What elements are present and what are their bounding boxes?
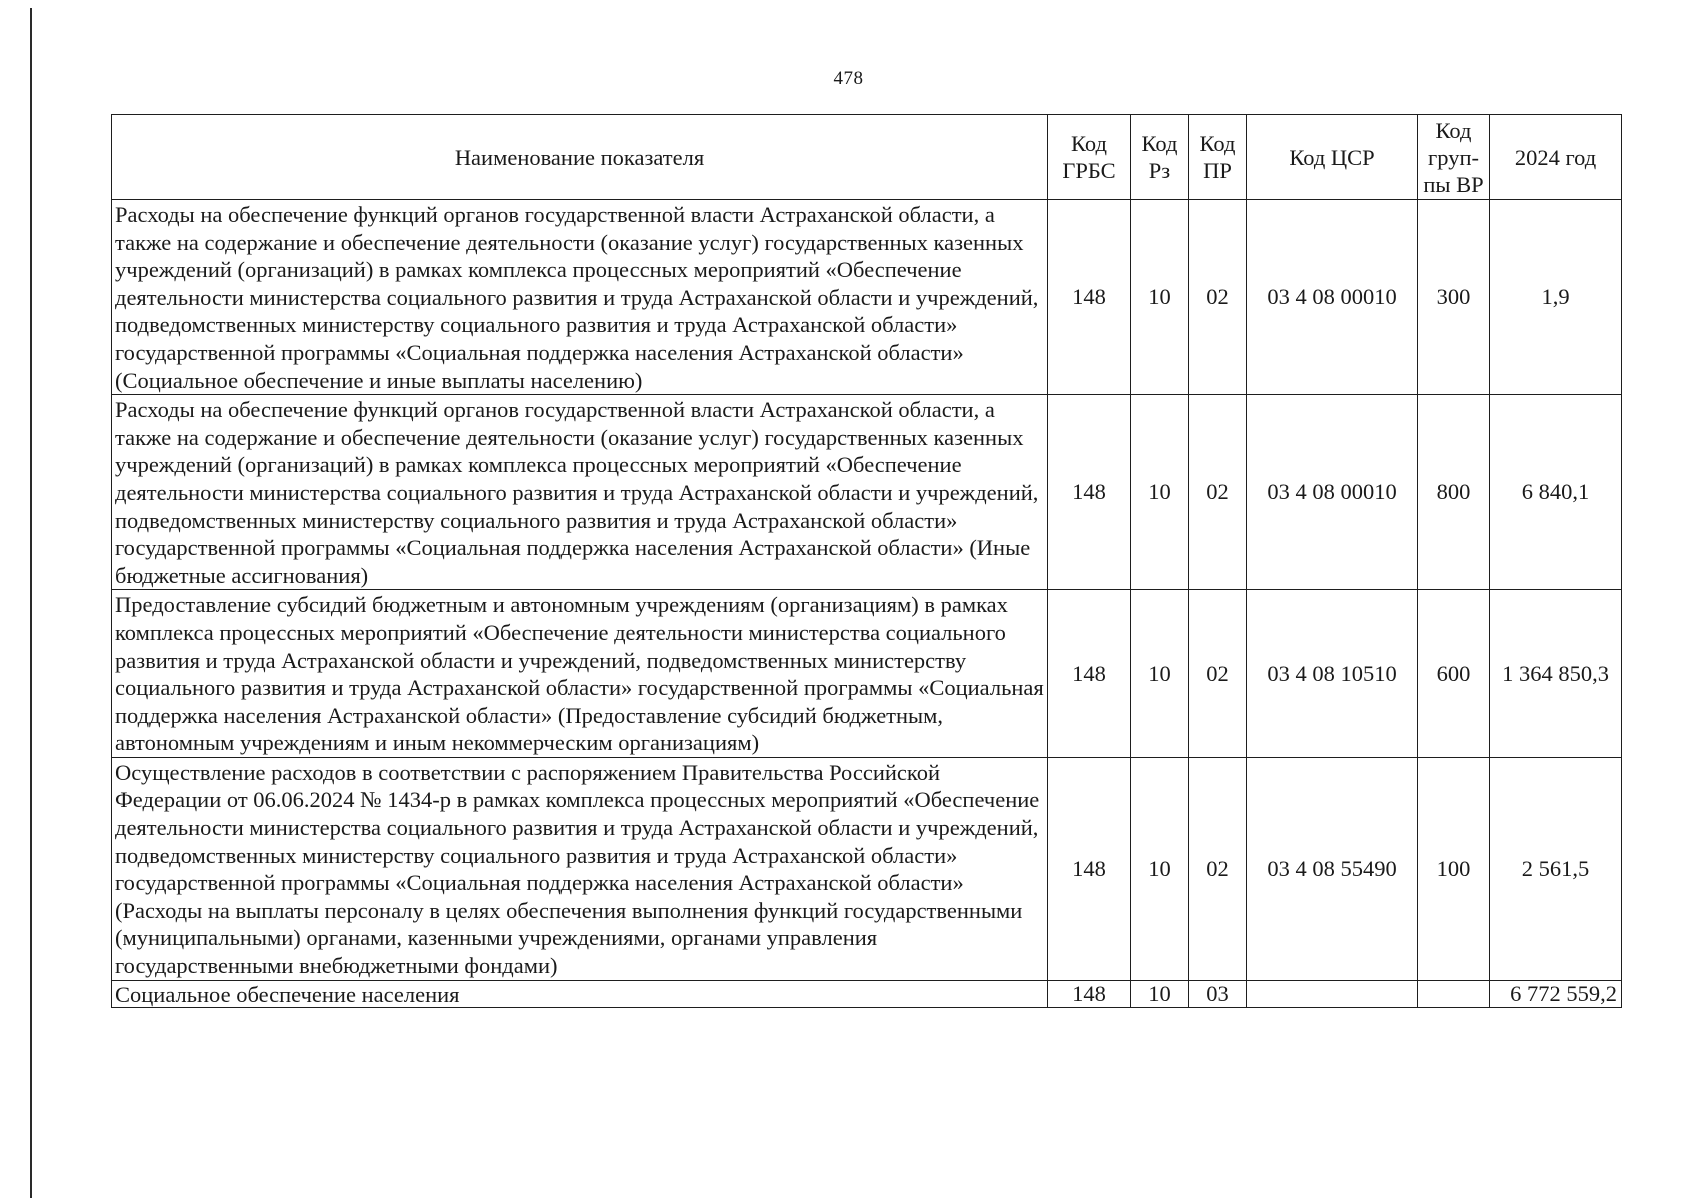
row-name: Расходы на обеспечение функций органов государственной власти Астраханской области, а также на содержание и обеспечение деятельности (оказание услуг) государственных казенных учреждений (организаций) в рамках комплекса процессных мероприятий «Обеспечение деятельности министерства социального развития и труда Астраханской области и учреждений, подведомственных министерству социального развития и труда Астраханской области» государственной программы «Социальная поддержка населения Астраханской области» (Социальное обеспечение и иные выплаты населению) <box>112 200 1048 395</box>
page-number: 478 <box>833 68 864 89</box>
row-amount: 6 840,1 <box>1490 395 1622 590</box>
header-name: Наименование показателя <box>112 115 1048 200</box>
header-vr: Код груп- пы ВР <box>1418 115 1490 200</box>
row-pr: 02 <box>1189 395 1247 590</box>
row-pr: 02 <box>1189 200 1247 395</box>
header-pr: Код ПР <box>1189 115 1247 200</box>
row-grbs: 148 <box>1048 590 1131 758</box>
row-amount: 1,9 <box>1490 200 1622 395</box>
row-pr: 03 <box>1189 980 1247 1007</box>
row-rz: 10 <box>1131 200 1189 395</box>
header-year: 2024 год <box>1490 115 1622 200</box>
row-rz: 10 <box>1131 395 1189 590</box>
row-csr: 03 4 08 00010 <box>1247 200 1418 395</box>
row-grbs: 148 <box>1048 200 1131 395</box>
table-row <box>112 757 1622 980</box>
row-pr: 02 <box>1189 590 1247 758</box>
row-amount: 6 772 559,2 <box>1490 980 1622 1007</box>
row-vr: 300 <box>1418 200 1490 395</box>
row-vr: 600 <box>1418 590 1490 758</box>
row-pr: 02 <box>1189 757 1247 980</box>
table-row <box>112 395 1622 590</box>
row-vr: 800 <box>1418 395 1490 590</box>
table-header-row <box>112 115 1622 200</box>
row-name: Социальное обеспечение населения <box>112 980 1048 1007</box>
row-csr: 03 4 08 55490 <box>1247 757 1418 980</box>
header-csr: Код ЦСР <box>1247 115 1418 200</box>
table-row <box>112 590 1622 758</box>
row-vr: 100 <box>1418 757 1490 980</box>
left-margin-rule <box>30 8 32 1198</box>
table-row-total <box>112 980 1622 1007</box>
row-amount: 2 561,5 <box>1490 757 1622 980</box>
header-rz: Код Рз <box>1131 115 1189 200</box>
row-grbs: 148 <box>1048 757 1131 980</box>
row-name: Предоставление субсидий бюджетным и автономным учреждениям (организациям) в рамках комплекса процессных мероприятий «Обеспечение деятельности министерства социального развития и труда Астраханской области и учреждений, подведомственных министерству социального развития и труда Астраханской области» государственной программы «Социальная поддержка населения Астраханской области» (Предоставление субсидий бюджетным, автономным учреждениям и иным некоммерческим организациям) <box>112 590 1048 758</box>
header-grbs: Код ГРБС <box>1048 115 1131 200</box>
row-grbs: 148 <box>1048 980 1131 1007</box>
row-csr <box>1247 980 1418 1007</box>
row-csr: 03 4 08 10510 <box>1247 590 1418 758</box>
row-grbs: 148 <box>1048 395 1131 590</box>
row-rz: 10 <box>1131 757 1189 980</box>
budget-table <box>111 114 1622 1008</box>
row-name: Осуществление расходов в соответствии с распоряжением Правительства Российской Федерации от 06.06.2024 № 1434-р в рамках комплекса процессных мероприятий «Обеспечение деятельности министерства социального развития и труда Астраханской области и учреждений, подведомственных министерству социального развития и труда Астраханской области» государственной программы «Социальная поддержка населения Астраханской области» (Расходы на выплаты персоналу в целях обеспечения выполнения функций государственными (муниципальными) органами, казенными учреждениями, органами управления государственными внебюджетными фондами) <box>112 757 1048 980</box>
row-rz: 10 <box>1131 980 1189 1007</box>
table-row <box>112 200 1622 395</box>
row-csr: 03 4 08 00010 <box>1247 395 1418 590</box>
row-vr <box>1418 980 1490 1007</box>
row-name: Расходы на обеспечение функций органов государственной власти Астраханской области, а также на содержание и обеспечение деятельности (оказание услуг) государственных казенных учреждений (организаций) в рамках комплекса процессных мероприятий «Обеспечение деятельности министерства социального развития и труда Астраханской области и учреждений, подведомственных министерству социального развития и труда Астраханской области» государственной программы «Социальная поддержка населения Астраханской области» (Иные бюджетные ассигнования) <box>112 395 1048 590</box>
row-amount: 1 364 850,3 <box>1490 590 1622 758</box>
row-rz: 10 <box>1131 590 1189 758</box>
